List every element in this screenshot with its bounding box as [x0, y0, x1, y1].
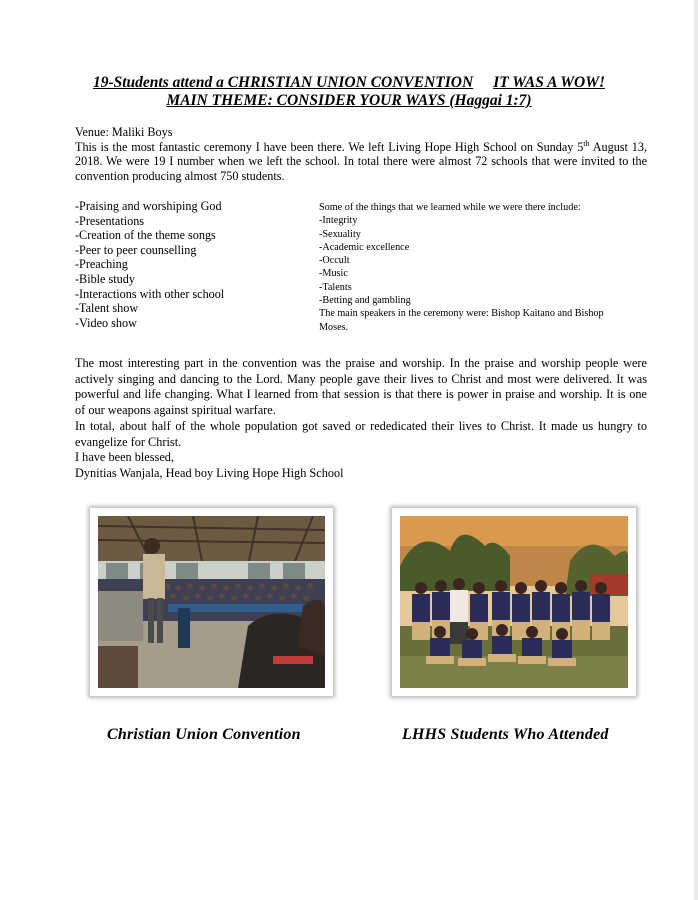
intro-paragraph: This is the most fantastic ceremony I have been there. We left Living Hope High School on Sunday 5th August 13, 2018. We were 19 I number when we left the school. In total there were almost 72 schools that were invited to the convention producing almost 750 students. — [75, 138, 647, 184]
learned-item: -Occult — [319, 255, 350, 267]
article-title: 19-Students attend a CHRISTIAN UNION CONVENTION IT WAS A WOW! — [92, 74, 606, 91]
photo-caption-convention: Christian Union Convention — [107, 726, 301, 743]
learned-box — [319, 201, 615, 334]
activity-item: -Interactions with other school — [75, 286, 225, 301]
page-edge — [694, 0, 698, 900]
intro-section — [75, 125, 647, 184]
activity-item: -Talent show — [75, 301, 139, 316]
convention-photo — [90, 508, 333, 696]
students-group-image — [400, 516, 628, 688]
venue-line: Venue: Maliki Boys — [75, 125, 173, 139]
body-section — [75, 356, 647, 482]
learned-item: -Sexuality — [319, 228, 361, 240]
activity-item: -Peer to peer counselling — [75, 242, 197, 257]
learned-item: -Talents — [319, 281, 352, 293]
main-theme-heading: MAIN THEME: CONSIDER YOUR WAYS (Haggai 1:7) — [166, 92, 532, 109]
photo-caption-students: LHHS Students Who Attended — [402, 726, 609, 743]
learned-item: -Music — [319, 268, 348, 280]
closing-line: I have been blessed, — [75, 450, 175, 465]
learned-item: -Betting and gambling — [319, 295, 411, 307]
activity-item: -Praising and worshiping God — [75, 199, 222, 213]
activity-item: -Creation of the theme songs — [75, 228, 216, 243]
learned-list — [319, 214, 615, 307]
learned-item: -Integrity — [319, 215, 358, 227]
body-paragraph: The most interesting part in the convention was the praise and worship. In the praise and worship people were actively singing and dancing to the Lord. Many people gave their lives to Christ and most were delivered. It was powerful and life changing. What I learned from that session is that there is power in praise and worship. It is one of our weapons against spiritual warfare. — [75, 356, 647, 418]
convention-hall-image — [98, 516, 325, 688]
signature-line: Dynitias Wanjala, Head boy Living Hope High School — [75, 465, 344, 480]
activity-item: -Bible study — [75, 271, 135, 286]
activity-item: -Preaching — [75, 257, 128, 272]
activity-item: -Video show — [75, 315, 137, 330]
body-paragraph: In total, about half of the whole population got saved or rededicated their lives to Christ. It made us hungry to evangelize for Christ. — [75, 418, 647, 449]
learned-heading: Some of the things that we learned while we were there include: — [319, 202, 581, 213]
students-group-photo — [392, 508, 636, 696]
learned-item: -Academic excellence — [319, 241, 410, 253]
speakers-text: The main speakers in the ceremony were: Bishop Kaitano and Bishop Moses. — [319, 308, 604, 333]
activity-item: -Presentations — [75, 213, 145, 228]
activities-list — [75, 199, 224, 330]
